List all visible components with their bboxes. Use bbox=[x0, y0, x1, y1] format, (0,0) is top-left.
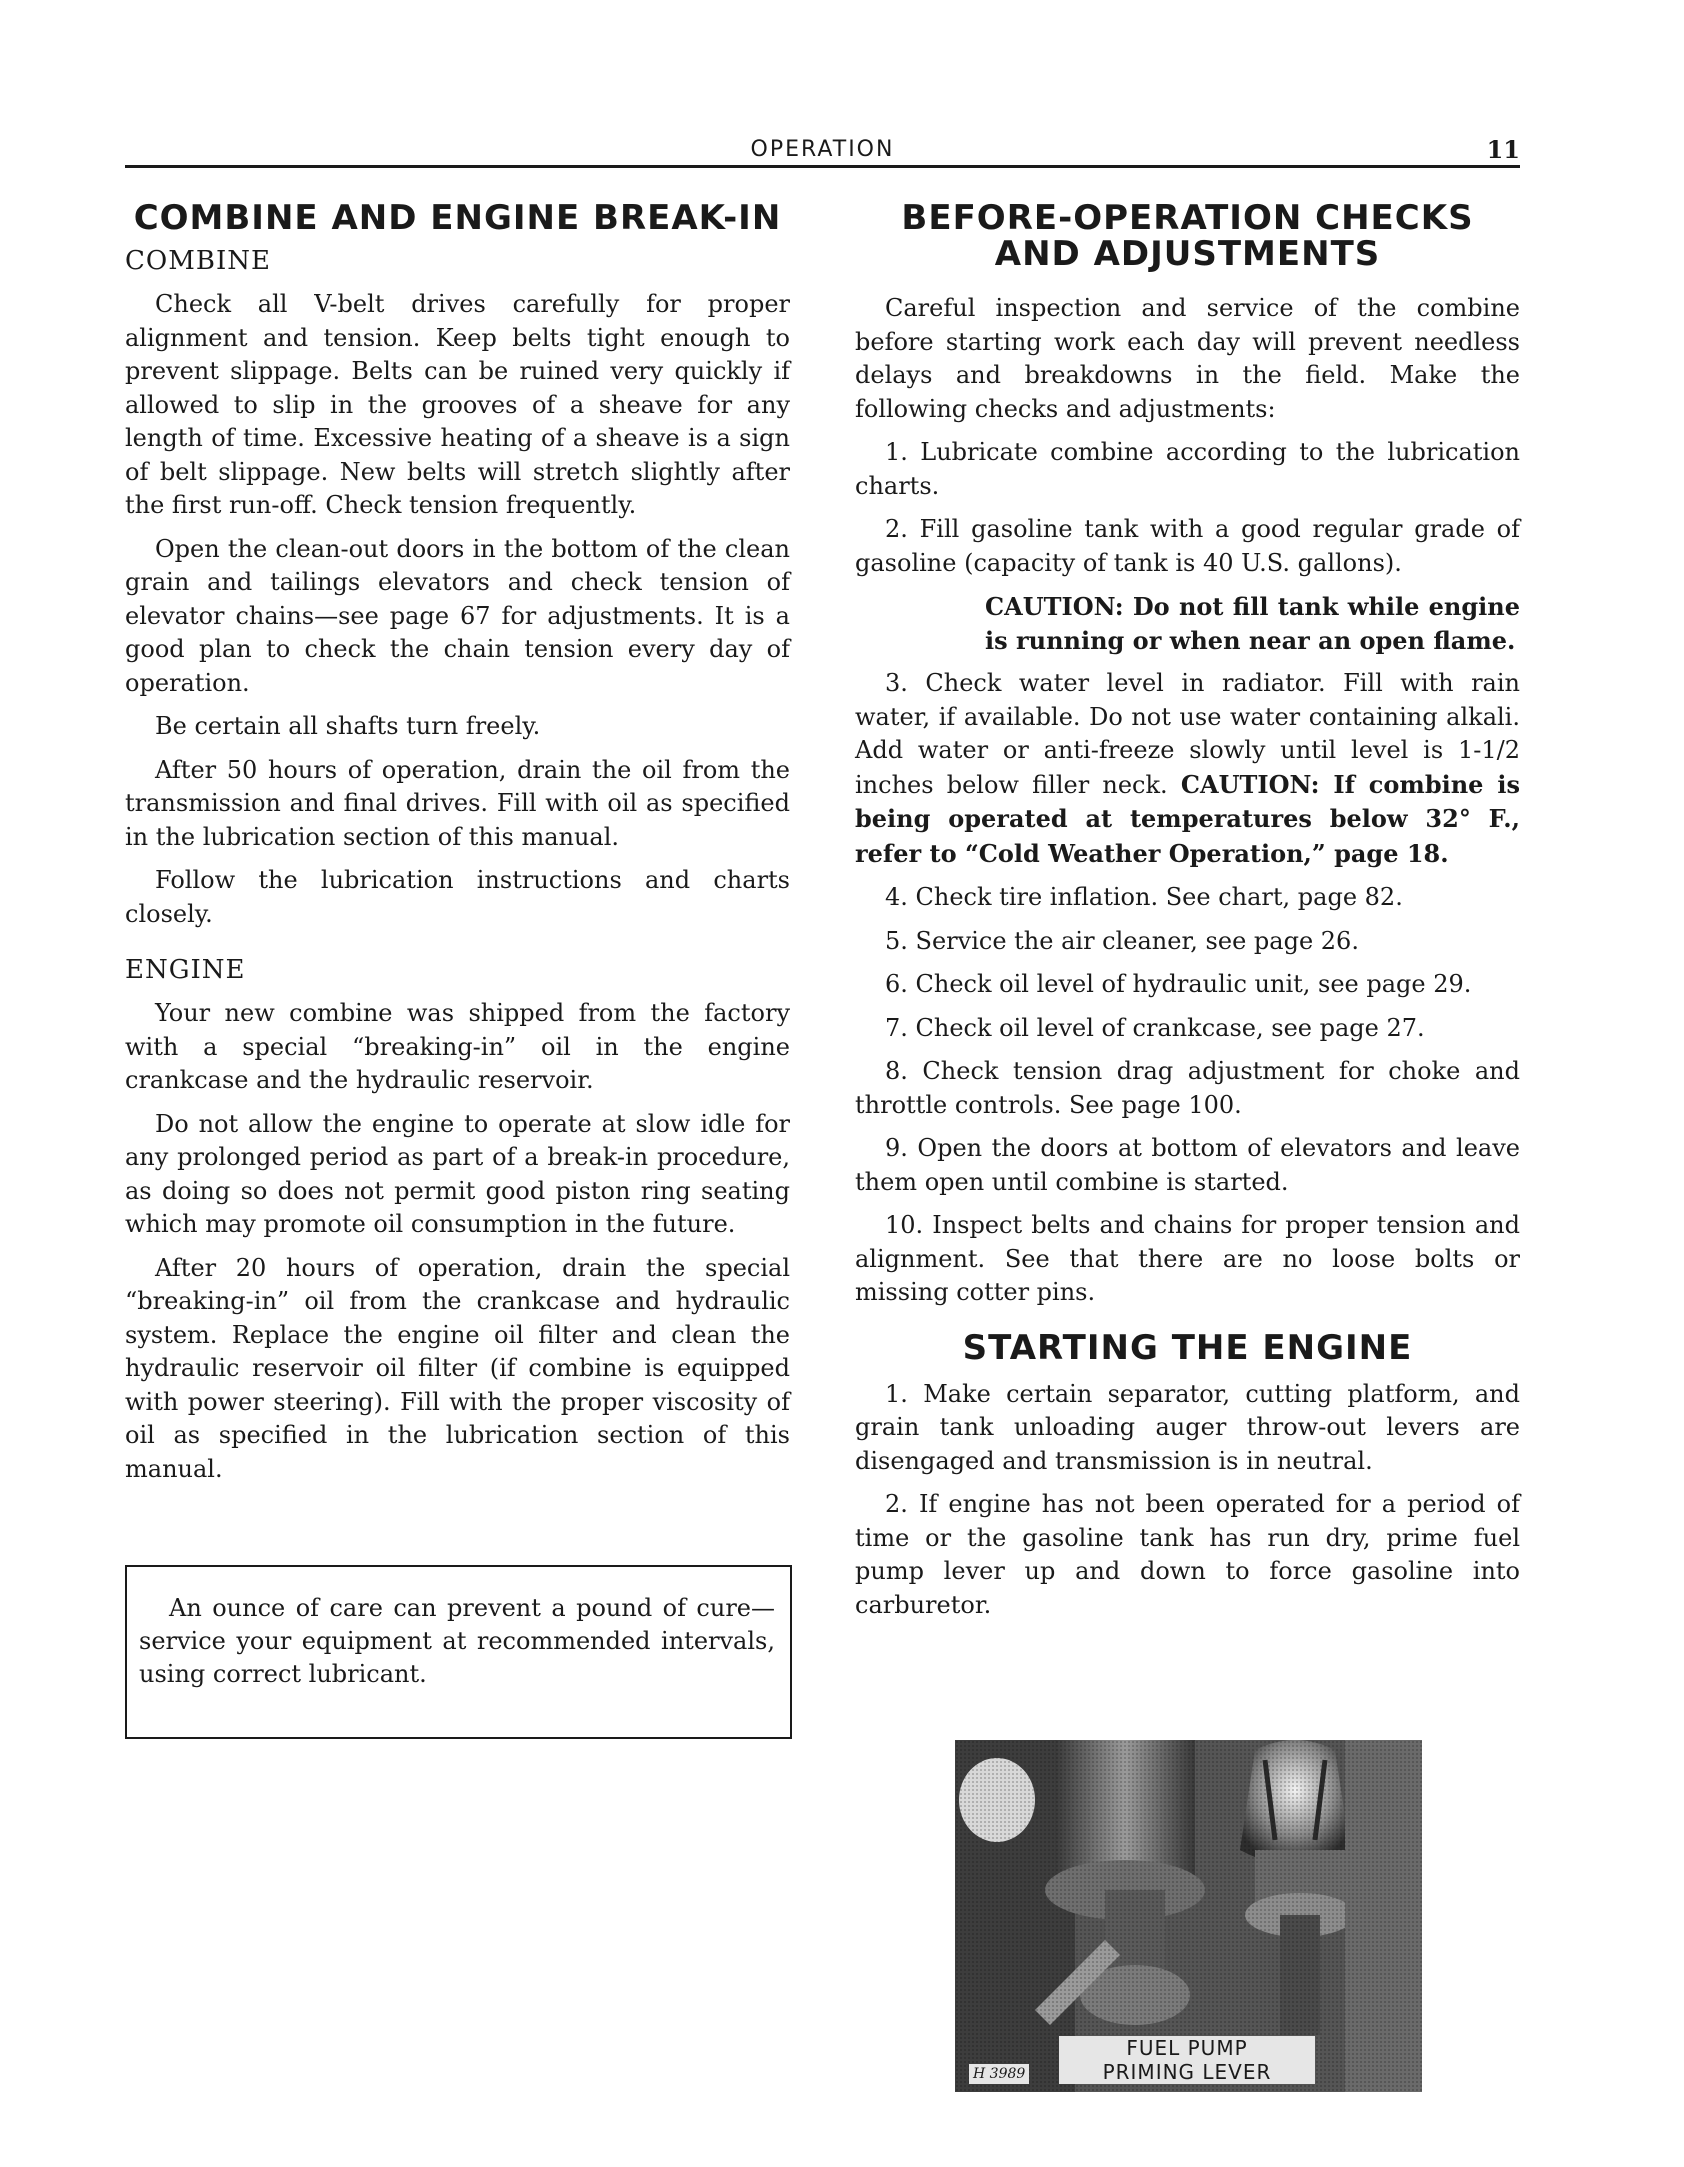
figure-code: H 3989 bbox=[969, 2064, 1029, 2084]
paragraph: Open the clean-out doors in the bottom of the clean grain and tailings elevators and check tension of elevator chains—see page 67 for adjustments. It is a good plan to check the chain tension every day of operation. bbox=[125, 534, 790, 697]
combine-subheading: COMBINE bbox=[125, 246, 271, 276]
left-column bbox=[125, 200, 790, 1496]
check-item: 9. Open the doors at bottom of elevators and leave them open until combine is started. bbox=[855, 1134, 1520, 1196]
check-item: 10. Inspect belts and chains for proper tension and alignment. See that there are no loose bolts or missing cotter pins. bbox=[855, 1211, 1520, 1306]
paragraph: Do not allow the engine to operate at slow idle for any prolonged period as part of a break-in procedure, as doing so does not permit good piston ring seating which may promote oil consumption in the future. bbox=[125, 1109, 790, 1238]
check-item: 4. Check tire inflation. See chart, page 82. bbox=[885, 883, 1403, 911]
caution-note: CAUTION: If combine is being operated at temperatures below 32° F., refer to “Cold Weather Operation,” page 18. bbox=[855, 769, 1520, 868]
check-item: 6. Check oil level of hydraulic unit, see page 29. bbox=[885, 970, 1472, 998]
running-header bbox=[125, 135, 1520, 169]
check-item: 2. Fill gasoline tank with a good regular grade of gasoline (capacity of tank is 40 U.S. gallons). bbox=[855, 515, 1520, 577]
maintenance-tip-text: An ounce of care can prevent a pound of cure—service your equipment at recommended intervals, using correct lubricant. bbox=[139, 1594, 775, 1688]
starting-heading: STARTING THE ENGINE bbox=[962, 1327, 1413, 1368]
check-item: 8. Check tension drag adjustment for choke and throttle controls. See page 100. bbox=[855, 1057, 1520, 1119]
caption-line: PRIMING LEVER bbox=[1102, 2060, 1272, 2084]
figure-caption bbox=[1059, 2036, 1315, 2084]
start-item: 1. Make certain separator, cutting platform, and grain tank unloading auger throw-out levers are disengaged and transmission is in neutral. bbox=[855, 1379, 1520, 1475]
section-title: OPERATION bbox=[750, 137, 895, 162]
check-item: 5. Service the air cleaner, see page 26. bbox=[885, 926, 1359, 955]
paragraph: After 50 hours of operation, drain the oil from the transmission and final drives. Fill with oil as specified in the lubrication section of this manual. bbox=[125, 755, 790, 851]
engine-subheading: ENGINE bbox=[125, 955, 246, 985]
paragraph: Follow the lubrication instructions and charts closely. bbox=[125, 866, 790, 928]
fuel-pump-photo bbox=[955, 1740, 1422, 2092]
paragraph: Your new combine was shipped from the factory with a special “breaking-in” oil in the engine crankcase and the hydraulic reservoir. bbox=[125, 999, 790, 1094]
start-item: 2. If engine has not been operated for a period of time or the gasoline tank has run dry, prime fuel pump lever up and down to force gasoline into carburetor. bbox=[855, 1490, 1520, 1619]
check-item bbox=[855, 667, 1520, 871]
check-item: 1. Lubricate combine according to the lubrication charts. bbox=[855, 438, 1520, 500]
caution-note: CAUTION: Do not fill tank while engine is running or when near an open flame. bbox=[985, 592, 1520, 655]
check-item: 7. Check oil level of crankcase, see page 27. bbox=[885, 1013, 1425, 1042]
caption-line: FUEL PUMP bbox=[1126, 2036, 1248, 2060]
checks-heading: BEFORE-OPERATION CHECKS AND ADJUSTMENTS bbox=[901, 198, 1474, 274]
paragraph: Be certain all shafts turn freely. bbox=[155, 712, 541, 740]
checks-intro: Careful inspection and service of the combine before starting work each day will prevent needless delays and breakdowns in the field. Make the following checks and adjustments: bbox=[855, 294, 1520, 423]
paragraph: After 20 hours of operation, drain the special “breaking-in” oil from the crankcase and hydraulic system. Replace the engine oil filter and clean the hydraulic reservoir oil filter (if combine is equipped with power steering). Fill with the proper viscosity of oil as specified in the lubrication section of this manual. bbox=[125, 1253, 790, 1483]
header-rule bbox=[125, 165, 1520, 168]
break-in-heading: COMBINE AND ENGINE BREAK-IN bbox=[133, 198, 782, 238]
page-number: 11 bbox=[1486, 135, 1520, 164]
check-item-text: 3. Check water level in radiator. Fill with rain water, if available. Do not use water containing alkali. Add water or anti-freeze slowly until level is 1-1/2 inches below filler neck. bbox=[855, 669, 1520, 799]
right-column bbox=[855, 200, 1520, 1632]
paragraph: Check all V-belt drives carefully for proper alignment and tension. Keep belts tight enough to prevent slippage. Belts can be ruined very quickly if allowed to slip in the grooves of a sheave for any length of time. Excessive heating of a sheave is a sign of belt slippage. New belts will stretch slightly after the first run-off. Check tension frequently. bbox=[125, 290, 790, 519]
maintenance-tip-box bbox=[125, 1565, 792, 1739]
